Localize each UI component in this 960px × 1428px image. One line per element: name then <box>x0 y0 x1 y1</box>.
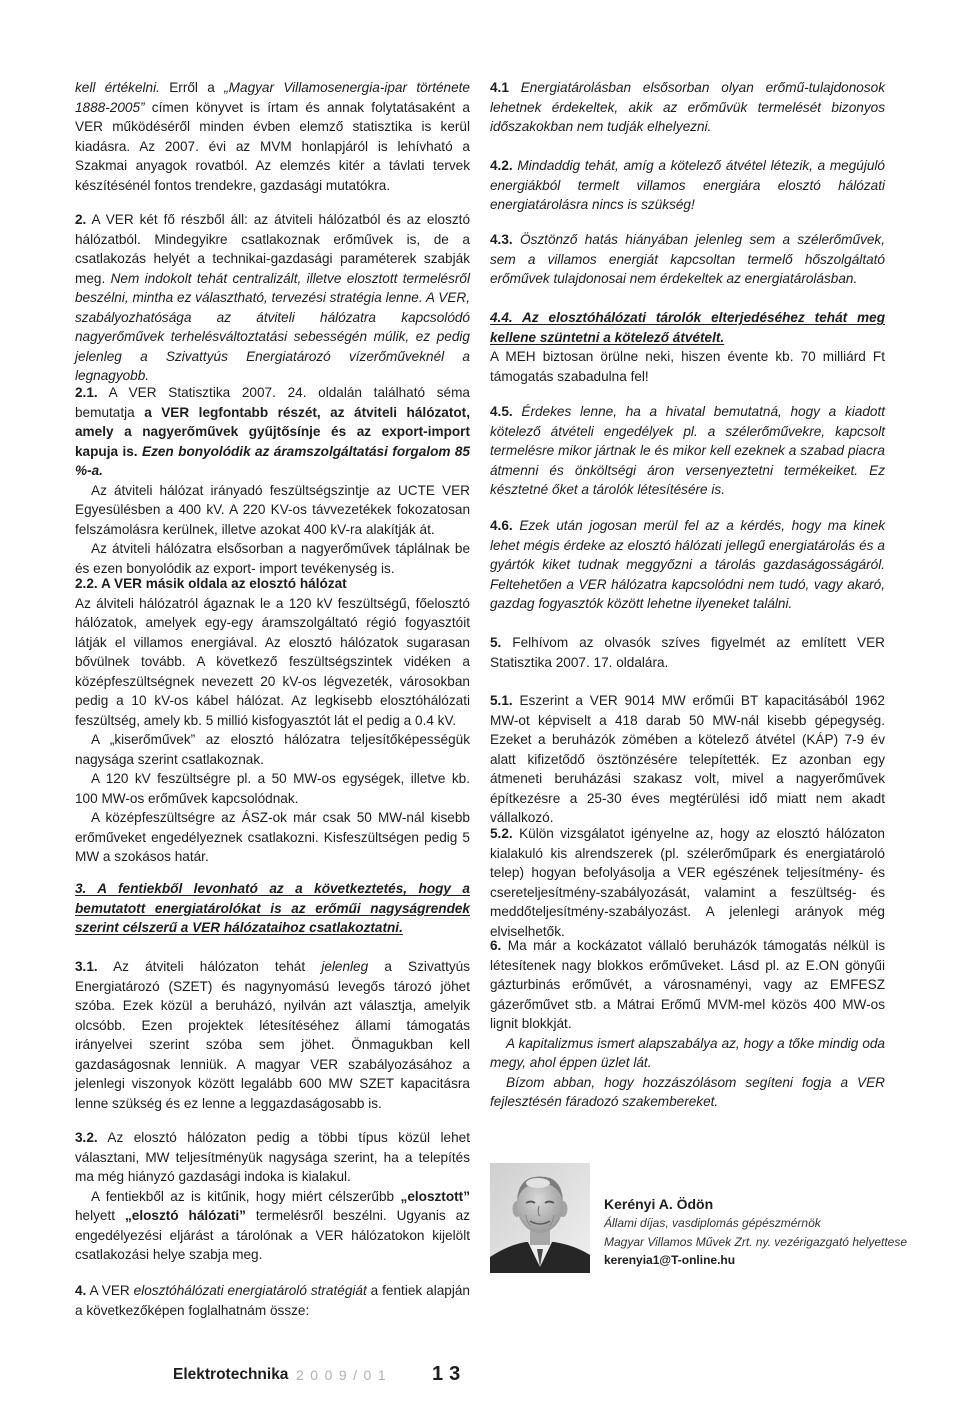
section-number: 3.1. <box>75 959 98 974</box>
section-number: 5. <box>490 635 502 650</box>
text-run: Érdekes lenne, ha a hivatal bemutatná, hogy a kiadott kötelező átvételi engedélyek pl. a szélerőművekre, kapcsolt termelésre mikor jártnak le és mikor kell ezeknek a szabad piacra átmenni és önköltségi áron versenyeztetni termékeiket. Ez késztetné őket a tárolók létesítésére is. <box>490 404 885 497</box>
section-number: 4.5. <box>490 404 513 419</box>
section-number: 5.2. <box>490 826 513 841</box>
paragraph: A középfeszültségre az ÁSZ-ok már csak 50 MW-nál kisebb erőműveket engedélyeznek csatlakozni. Kisfeszültségen pedig 5 MW a szokásos határ. <box>75 810 470 864</box>
section-3-2 <box>75 1128 470 1265</box>
author-name: Kerényi A. Ödön <box>604 1196 714 1212</box>
section-number: 4.1 <box>490 80 509 95</box>
text-run: Az elosztó hálózaton pedig a többi típus közül lehet választani, MW teljesítményük nagysága szerint, ha a telepítés ma még hiányzó gazdasági indoka is kialakul. <box>75 1130 470 1184</box>
text-run: Ösztönző hatás hiányában jelenleg sem a szélerőművek, sem a villamos energiát kapcsoltan termelő hőszolgáltató erőművek tulajdonosai nem érdekeltek az energiatárolásban. <box>490 232 885 286</box>
section-4-4 <box>490 308 885 386</box>
page-number: 13 <box>432 1363 467 1385</box>
footer-issue: 2009/01 <box>296 1367 393 1383</box>
portrait-image <box>490 1163 590 1273</box>
text-run: A fentiekből az is kitűnik, hogy miért célszerűbb <box>91 1188 401 1204</box>
section-2-1 <box>75 383 470 578</box>
text-run: a VER legfontabb részét, az átviteli hálózatot, amely a nagyerőművek gyűjtősínje és az export-import kapuja is. <box>75 404 470 459</box>
paragraph <box>490 156 885 215</box>
paragraph <box>75 78 470 195</box>
paragraph <box>490 691 885 828</box>
text-run: Eszerint a VER 9014 MW erőműi BT kapacitásából 1962 MW-ot képviselt a 418 darab 50 MW-nál kisebb gépegység. Ezeket a beruházók zömében a kötelező átvétel (KÁP) 7-9 év alatt kifizetődő ösztönzésére telepítették. Ez azonban egy átmeneti beruházási szakasz volt, mivel a nagyerőművek építkezésre a 25-30 éves megtérülési idő miatt nem akadt vállalkozó. <box>490 693 885 825</box>
footer-journal-name: Elektrotechnika <box>173 1366 289 1383</box>
paragraph <box>490 936 885 1034</box>
section-4-2 <box>490 156 885 215</box>
paragraph: Bízom abban, hogy hozzászólásom segíteni fogja a VER fejlesztésén fáradozó szakembereket. <box>490 1074 885 1109</box>
text-run: Ma már a kockázatot vállaló beruházók támogatás nélkül is létesítenek nagy blokkos erőműveket. Lásd pl. az E.ON gönyűi gázturbinás erőművét, a városnaményi, vagy az EMFESZ gázerőművet stb. a Mátrai Erőmű MVM-mel közös 400 MW-os lignit blokkját. <box>490 938 885 1031</box>
author-photo <box>490 1163 590 1273</box>
text-run: a Szivattyús Energiatározó (SZET) és nagynyomású levegős tározó jöhet szóba. Ezek közül a beruházó, nyilván azt választja, amelyik olcsóbb. Ezen projektek létesítéséhez állami támogatás irányelvei szerint szóba sem jöhet. Önmagukban kell gazdaságosnak lenniük. A magyar VER szabályozásához a jelenlegi viszonyok között legalább 600 MW SZET kapacitásra lenne szükség és ez lenne a leggazdaságosabb is. <box>75 959 471 1111</box>
paragraph <box>490 824 885 941</box>
section-4 <box>75 1281 470 1320</box>
paragraph <box>490 78 885 137</box>
section-number: 4.2. <box>490 158 513 173</box>
section-number: 2.1. <box>75 385 98 400</box>
paragraph <box>490 230 885 289</box>
text-run: Az átviteli hálózaton tehát <box>97 959 322 974</box>
section-number: 3.2. <box>75 1130 98 1145</box>
text-run: Ezek után jogosan merül fel az a kérdés, hogy ma kinek lehet mégis érdeke az elosztó hálózati jellegű energiatárolás és a gyártók kiket tudnak meggyőzni a tárolás gazdaságosságáról. Feltehetően a VER hálózatra kapcsolódni nem tudó, vagy akaró, gazdag fogyasztók között lehetne ilyeneket találni. <box>490 518 885 611</box>
section-number: 4.3. <box>490 232 513 247</box>
paragraph <box>75 1187 470 1265</box>
section-4-5 <box>490 402 885 500</box>
paragraph <box>75 957 470 1113</box>
book-title: „Magyar Villamosenergia-ipar története 1888-2005” <box>75 80 470 115</box>
paragraph <box>75 1128 470 1187</box>
text-run: a fentiek alapján a következőképen foglalhatnám össze: <box>75 1283 470 1318</box>
author-info <box>604 1194 934 1270</box>
text-run: A VER <box>86 1283 134 1298</box>
paragraph <box>75 1281 470 1320</box>
text-run: elosztóhálózati energiatároló stratégiát <box>133 1283 367 1298</box>
section-5 <box>490 633 885 672</box>
text-run: Felhívom az olvasók szíves figyelmét az említett VER Statisztika 2007. 17. oldalára. <box>490 635 885 670</box>
paragraph: A 120 kV feszültségre pl. a 50 MW-os egységek, illetve kb. 100 MW-os erőművek kapcsolódnak. <box>75 771 470 806</box>
paragraph: A kapitalizmus ismert alapszabálya az, hogy a tőke mindig oda megy, ahol éppen üzlet lát. <box>490 1035 885 1070</box>
text-run: Külön vizsgálatot igényelne az, hogy az elosztó hálózaton kialakuló kis alrendszerek (pl. szélerőműpark és energiatároló telep) hogyan befolyásolja a VER egészének teljesítmény- és csereteljesítmény-szabályozását, valamint a feszültség- és meddőteljesítmény-szabályozást. A jelenlegi arányok még elviselhetők. <box>490 826 885 939</box>
section-2-2 <box>75 574 470 867</box>
section-number: 5.1. <box>490 693 513 708</box>
text-run: A VER Statisztika 2007. 24. oldalán található séma bemutatja <box>75 385 470 420</box>
section-number: 2. <box>75 212 87 227</box>
section-number: 6. <box>490 938 502 953</box>
section-5-1 <box>490 691 885 828</box>
paragraph <box>490 402 885 500</box>
paragraph <box>490 633 885 672</box>
section-3-1 <box>75 957 470 1113</box>
paragraph: 3. A fentiekből levonható az a következtetés, hogy a bemutatott energiatárolókat is az erőműi nagyságrendek szerint célszerű a VER hálózataihoz csatlakoztatni. <box>75 881 470 935</box>
text-run: jelenleg <box>321 959 369 974</box>
text-run: Erről a <box>159 80 225 95</box>
text-run: címen könyvet is írtam és annak folytatásaként a VER működéséről minden évben elemző statisztika is kerül kiadásra. Az 2007. évi az MVM honlapjáról is lehívható a Szakmai anyagok rovatból. Az elemzés kitér a távlati tervek készítésénél fontos trendekre, gazdasági mutatókra. <box>75 99 470 193</box>
text-run: helyett <box>75 1208 125 1223</box>
section-number: 4. <box>75 1283 87 1298</box>
section-heading: 2.2. A VER másik oldala az elosztó hálózat <box>75 576 347 591</box>
text-run: Ezen bonyolódik az áramszolgáltatási forgalom 85 %-a. <box>75 443 470 478</box>
text-run: kell értékelni. <box>75 80 160 95</box>
intro-paragraph <box>75 78 470 195</box>
section-2 <box>75 210 470 386</box>
paragraph: Az átviteli hálózat irányadó feszültségszintje az UCTE VER Egyesülésben a 400 kV. A 220 KV-os távvezetékek fokozatosan felszámolásra kerülnek, illetve azokat 400 kV-ra alakítják át. <box>75 482 470 537</box>
section-number: 4.6. <box>490 518 513 533</box>
text-run: A VER két fő részből áll: az átviteli hálózatból és az elosztó hálózatból. Mindegyikre csatlakoznak erőművek is, de a csatlakozás helyét a technikai-gazdasági paraméterek szabják meg. <box>75 212 470 286</box>
section-5-2 <box>490 824 885 941</box>
paragraph <box>75 210 470 386</box>
paragraph <box>490 516 885 614</box>
text-run: „elosztó hálózati” <box>124 1208 246 1223</box>
paragraph: A MEH biztosan örülne neki, hiszen évente kb. 70 milliárd Ft támogatás szabadulna fel! <box>490 349 885 384</box>
paragraph: Az álviteli hálózatról ágaznak le a 120 kV feszültségű, főelosztó hálózatok, amelyek egy-egy áramszolgáltató régió fogyasztóit látják el villamos energiával. Az elosztó hálózatok sugarasan bővülnek tovább. A következő feszültségszintek vidéken a középfeszültségnek nevezett 20 kV-os légvezeték, városokban pedig a 10 kV-os kábel hálózat. Az legkisebb elosztóhálózati feszültség, amely kb. 5 millió kisfogyasztót lát el pedig a 0.4 kV. <box>75 595 470 728</box>
author-title: Állami díjas, vasdiplomás gépészmérnök <box>604 1216 821 1230</box>
section-4-1 <box>490 78 885 137</box>
text-run: Mindaddig tehát, amíg a kötelező átvétel létezik, a megújuló energiákból termelt villamos energiára elosztó hálózati energiatárolásra nincs is szükség! <box>490 158 885 212</box>
text-run: Nem indokolt tehát centralizált, illetve elosztott termelésről beszélni, mintha ez választható, tervezési stratégia lenne. A VER, szabályozhatósága az átviteli hálózatra kapcsolódó nagyerőművek terhelésváltoztatási sebességén múlik, ez pedig jelenleg a Szivattyús Energiatározó vízerőműveknél a legnagyobb. <box>75 270 470 383</box>
section-3-conclusion <box>75 879 470 938</box>
paragraph <box>75 383 470 481</box>
author-email: kerenyia1@T-online.hu <box>604 1253 736 1267</box>
text-run: Energiatárolásban elsősorban olyan erőmű-tulajdonosok lehetnek érdekeltek, akik az erőművük termelését bizonyos időszakokban nem tudják elhelyezni. <box>490 80 885 134</box>
text-run: „elosztott” <box>400 1188 470 1204</box>
author-position: Magyar Villamos Művek Zrt. ny. vezérigazgató helyettese <box>604 1234 908 1249</box>
text-run: termelésről beszélni. Ugyanis az engedélyezési eljárást a tárolónak a VER hálózatokon kijelölt csatlakozási helye szabja meg. <box>75 1208 470 1262</box>
paragraph: A „kiserőművek” az elosztó hálózatra teljesítőképességük nagysága szerint csatlakoznak. <box>75 732 470 767</box>
paragraph: Az átviteli hálózatra elsősorban a nagyerőművek táplálnak be és ezen bonyolódik az export- import tevékenység is. <box>75 541 470 576</box>
section-6 <box>490 936 885 1112</box>
section-4-3 <box>490 230 885 289</box>
section-4-6 <box>490 516 885 614</box>
paragraph: 4.4. Az elosztóhálózati tárolók elterjedéséhez tehát meg kellene szüntetni a kötelező átvételt. <box>490 310 885 345</box>
